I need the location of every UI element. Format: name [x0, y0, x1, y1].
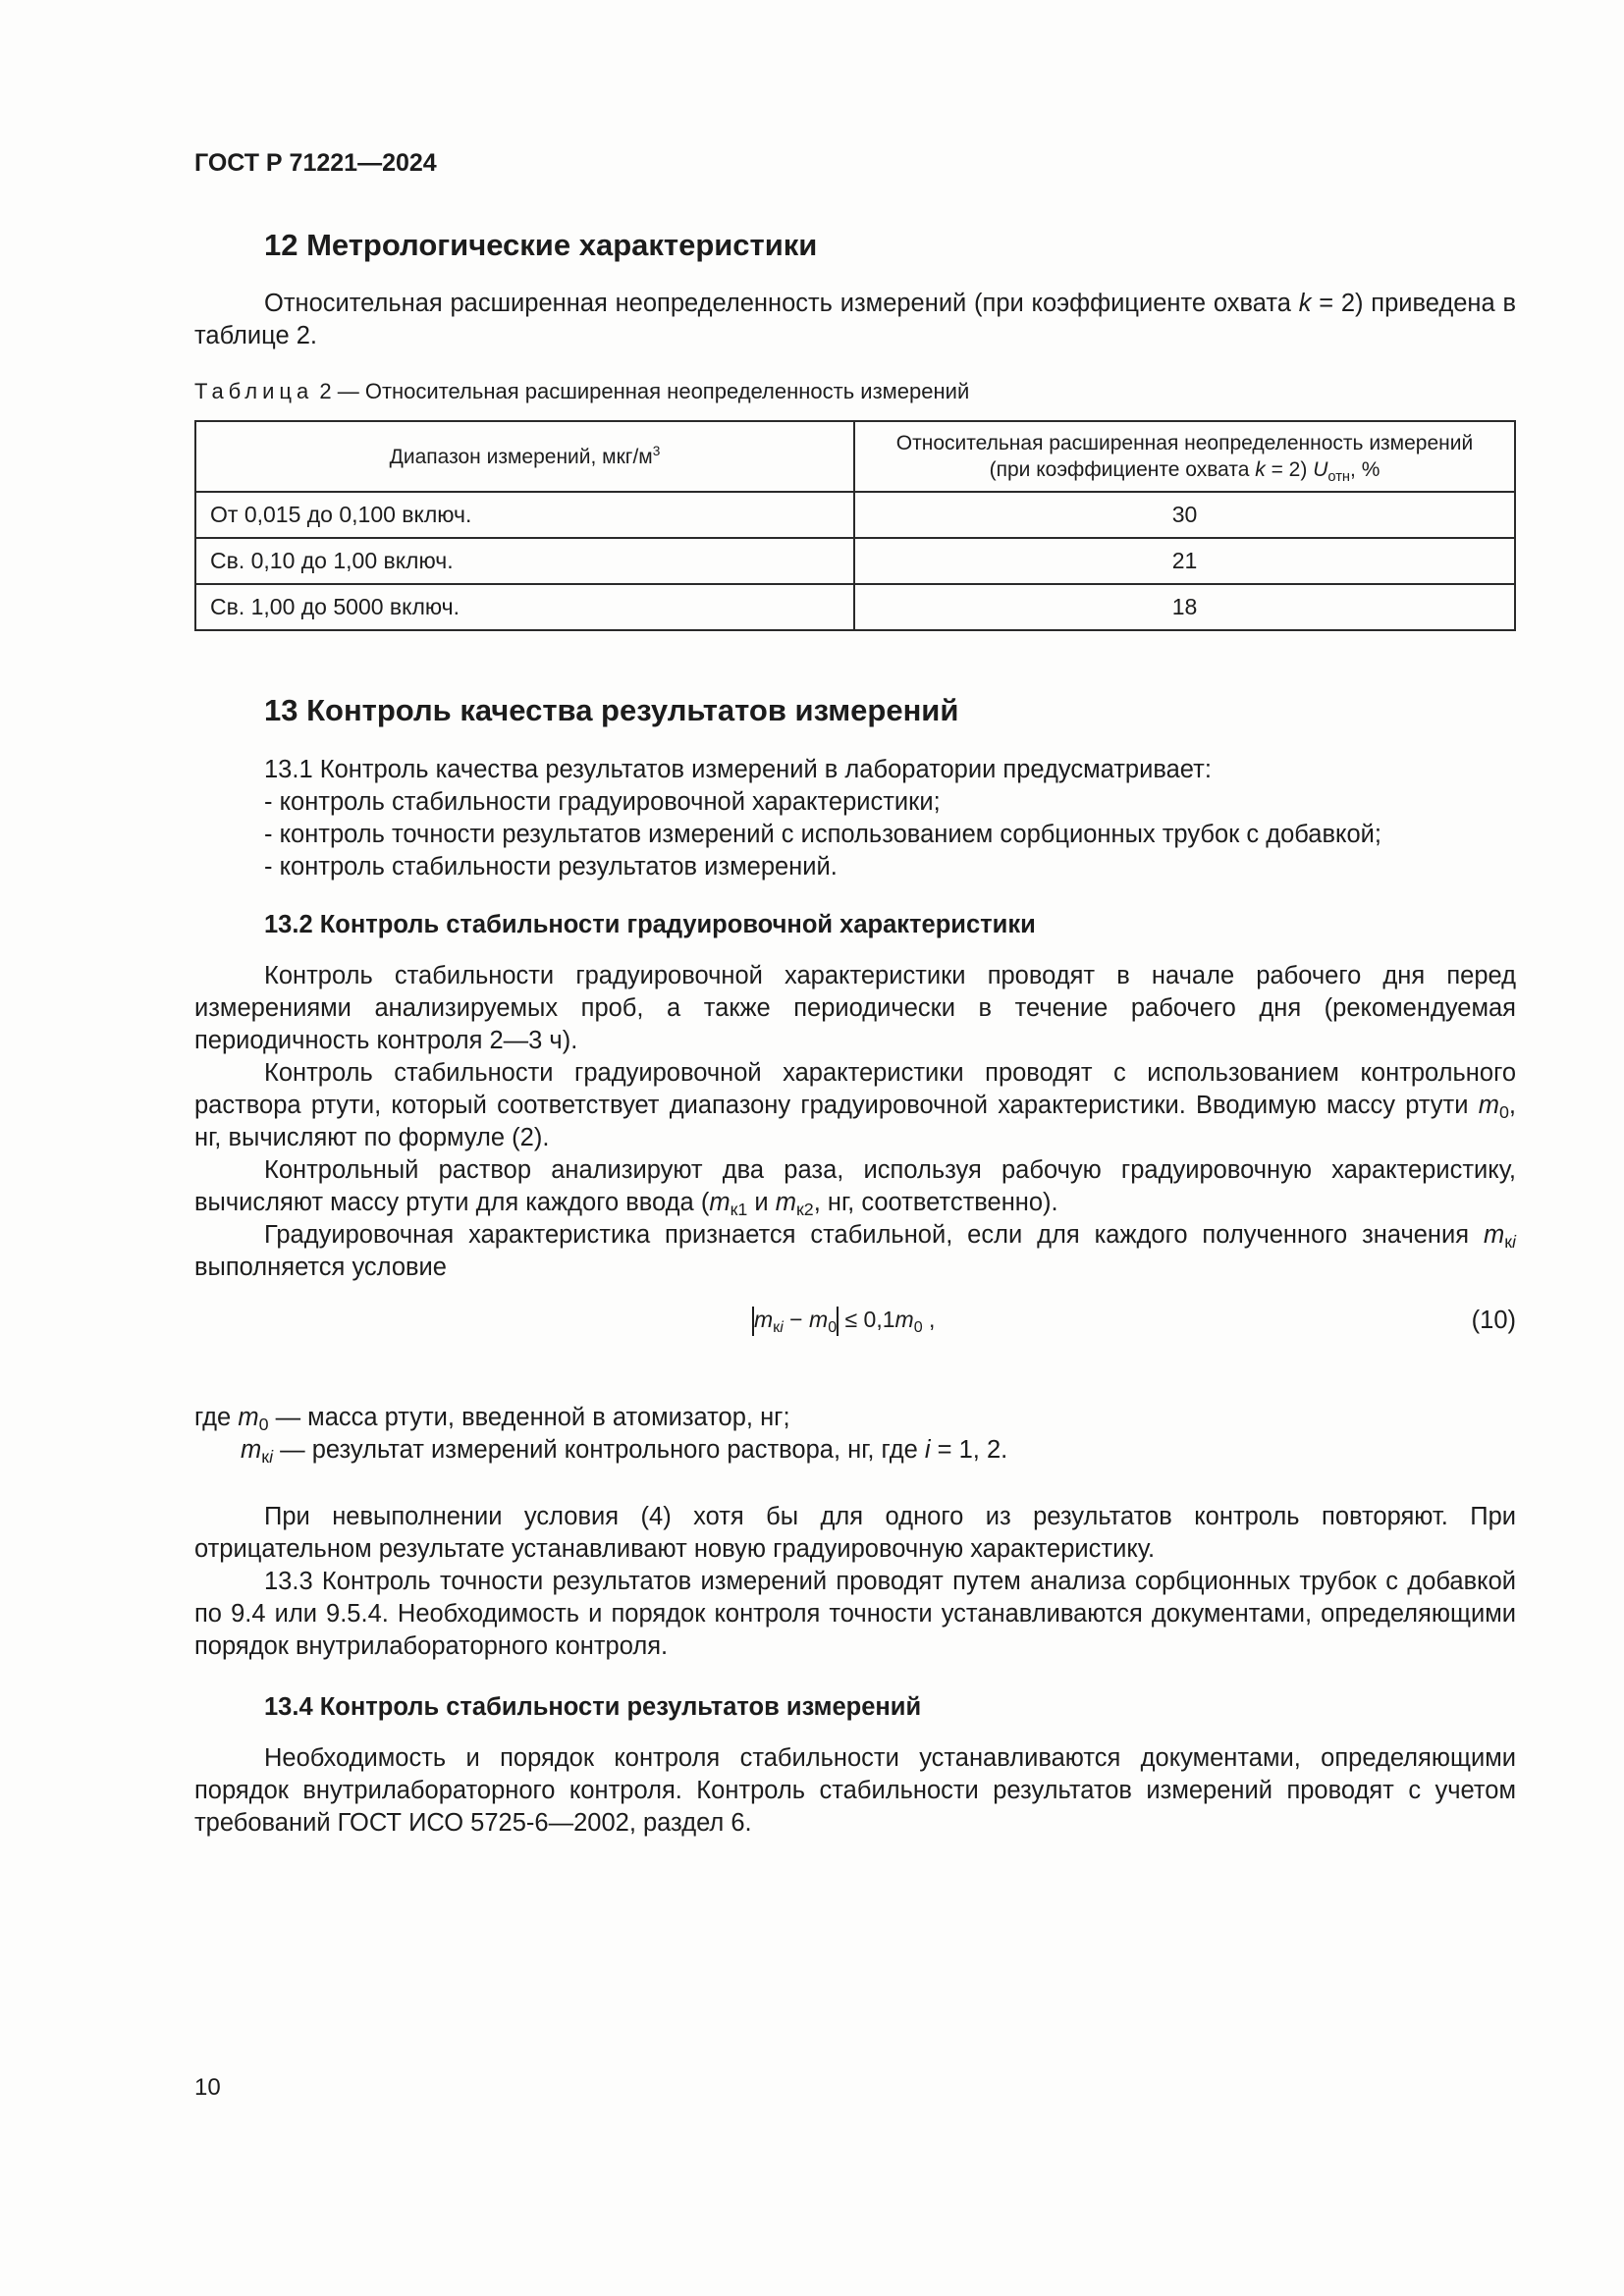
paragraph: При невыполнении условия (4) хотя бы для одного из результатов контроль повторяют. При отрицательном результате устанавливают новую градуировочную характеристику.: [194, 1503, 1516, 1563]
table-2: [194, 420, 1516, 631]
table-row: [195, 538, 1515, 584]
table-cell-value: 21: [854, 538, 1515, 584]
formula-number: (10): [1471, 1307, 1516, 1334]
section-13-2-body: [194, 960, 1516, 1284]
paragraph-13-1: 13.1 Контроль качества результатов измерений в лаборатории предусматривает:: [264, 756, 1212, 783]
table-cell-range: Св. 1,00 до 5000 включ.: [195, 584, 854, 630]
section-12-title: 12 Метрологические характеристики: [264, 228, 818, 262]
table-cell-value: 18: [854, 584, 1515, 630]
table-2-caption: Таблица 2 — Относительная расширенная неопределенность измерений: [194, 379, 970, 403]
table-row: [195, 584, 1515, 630]
paragraph-13-4: Необходимость и порядок контроля стабильности устанавливаются документами, определяющими порядок внутрилабораторного контроля. Контроль стабильности результатов измерений проводят с учетом требований ГОСТ ИСО 5725-6—2002, раздел 6.: [194, 1744, 1516, 1837]
section-13-4-title: 13.4 Контроль стабильности результатов измерений: [264, 1693, 922, 1721]
where-m0: где $m_0$ — масса ртути, введенной в атомизатор, нг;: [194, 1404, 790, 1434]
table-cell-range: Св. 0,10 до 1,00 включ.: [195, 538, 854, 584]
section-13-1: [194, 754, 1516, 883]
table-header-uncertainty: Относительная расширенная неопределенность измерений (при коэффициенте охвата k = 2) $U_{отн}$, %: [854, 421, 1515, 492]
table-cell-value: 30: [854, 492, 1515, 538]
section-13-2-title: 13.2 Контроль стабильности градуировочной характеристики: [264, 911, 1036, 938]
table-header-range: Диапазон измерений, мкг/$м^3$: [195, 421, 854, 492]
section-13-2-end: [194, 1501, 1516, 1663]
page-number: 10: [194, 2074, 221, 2101]
paragraph: Контроль стабильности градуировочной характеристики проводят в начале рабочего дня перед измерениями анализируемых проб, а также периодически в течение рабочего дня (рекомендуемая периодичность контроля 2—3 ч).: [194, 962, 1516, 1054]
list-item: - контроль стабильности градуировочной характеристики;: [264, 788, 941, 816]
table-cell-range: От 0,015 до 0,100 включ.: [195, 492, 854, 538]
paragraph: Контроль стабильности градуировочной характеристики проводят с использованием контрольного раствора ртути, который соответствует диапазону градуировочной характеристики. Вводимую массу ртути $m_0$, нг, вычисляют по формуле (2).: [194, 1059, 1516, 1151]
section-13-4-body: [194, 1742, 1516, 1840]
where-mki: $m_{кi}$ — результат измерений контрольного раствора, нг, где i = 1, 2.: [241, 1436, 1008, 1467]
table-row: [195, 492, 1515, 538]
document-header: ГОСТ Р 71221—2024: [194, 149, 437, 177]
section-13-title: 13 Контроль качества результатов измерений: [264, 693, 959, 727]
list-item: - контроль точности результатов измерений с использованием сорбционных трубок с добавкой;: [264, 821, 1381, 848]
where-block: [194, 1402, 1516, 1467]
formula-10: $m_{кi} - m_0 \le 0,1m_0$ ,: [754, 1307, 936, 1337]
paragraph: Контрольный раствор анализируют два раза, используя рабочую градуировочную характеристику, вычисляют массу ртути для каждого ввода ($m_{к1}$ и $m_{к2}$, нг, соответственно).: [194, 1156, 1516, 1219]
table-header-row: [195, 421, 1515, 492]
paragraph-13-3: 13.3 Контроль точности результатов измерений проводят путем анализа сорбционных трубок с добавкой по 9.4 или 9.5.4. Необходимость и порядок контроля точности устанавливаются документами, определяющими порядок внутрилабораторного контроля.: [194, 1568, 1516, 1660]
section-12-intro: Относительная расширенная неопределенность измерений (при коэффициенте охвата k = 2) приведена в таблице 2.: [194, 290, 1517, 349]
paragraph: Градуировочная характеристика признается стабильной, если для каждого полученного значения $m_{кi}$ выполняется условие: [194, 1221, 1516, 1281]
list-item: - контроль стабильности результатов измерений.: [264, 853, 838, 881]
